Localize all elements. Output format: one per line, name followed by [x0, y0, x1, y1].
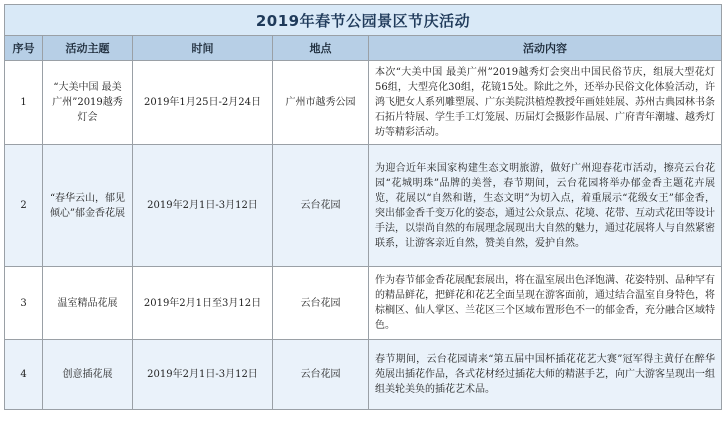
header-no: 序号: [5, 36, 43, 61]
header-place: 地点: [273, 36, 369, 61]
table-row: [5, 61, 722, 145]
cell-theme: “大美中国 最美广州”2019越秀灯会: [43, 61, 133, 145]
events-table: [4, 4, 722, 410]
cell-time: 2019年1月25日-2月24日: [133, 61, 273, 145]
header-time: 时间: [133, 36, 273, 61]
cell-theme: 创意插花展: [43, 340, 133, 410]
cell-content: 本次“大美中国 最美广州”2019越秀灯会突出中国民俗节庆，组展大型花灯56组，大型亮化30组，花镜15处。除此之外，还举办民俗文化体验活动，许鸿飞肥女人系列雕塑展、广东美院洪植煌教授年画娃娃展、苏州古典园林书条石拓片特展、学生手工灯笼展、历届灯会摄影作品展、广府青年潮墟、越秀灯坊等精彩活动。: [369, 61, 722, 145]
cell-place: 云台花园: [273, 145, 369, 267]
cell-content: 作为春节郁金香花展配套展出，将在温室展出色泽饱满、花姿特别、品种罕有的精品鲜花，把鲜花和花艺全面呈现在游客面前，通过结合温室自身特色，将棕榈区、仙人掌区、兰花区三个区域布置形色不一的郁金香，充分融合区域特色。: [369, 267, 722, 340]
table-row: [5, 145, 722, 267]
cell-no: 4: [5, 340, 43, 410]
header-row: [5, 36, 722, 61]
table-row: [5, 267, 722, 340]
cell-content: 春节期间，云台花园请来“第五届中国杯插花花艺大赛”冠军得主黄仔在醉华苑展出插花作品，各式花材经过插花大师的精湛手艺，向广大游客呈现出一组组美轮美奂的插花艺术品。: [369, 340, 722, 410]
cell-place: 云台花园: [273, 340, 369, 410]
header-content: 活动内容: [369, 36, 722, 61]
table-row: [5, 340, 722, 410]
cell-time: 2019年2月1日至3月12日: [133, 267, 273, 340]
table-title: 2019年春节公园景区节庆活动: [5, 5, 722, 36]
cell-no: 3: [5, 267, 43, 340]
header-theme: 活动主题: [43, 36, 133, 61]
cell-place: 广州市越秀公园: [273, 61, 369, 145]
cell-time: 2019年2月1日-3月12日: [133, 145, 273, 267]
cell-time: 2019年2月1日-3月12日: [133, 340, 273, 410]
cell-no: 1: [5, 61, 43, 145]
cell-theme: 温室精品花展: [43, 267, 133, 340]
cell-content: 为迎合近年来国家构建生态文明旅游，做好广州迎春花市活动，擦亮云台花园“花城明珠”品牌的美誉，春节期间，云台花园将举办郁金香主题花卉展览，花展以“自然和谐，生态文明”为切入点，着重展示“花级女王”郁金香，突出郁金香千变万化的姿态，通过公众景点、花境、花带、互动式花田等设计手法，以崇尚自然的布展理念展现出大自然的魅力，通过花展将人与自然紧密联系，让游客亲近自然，赞美自然，爱护自然。: [369, 145, 722, 267]
cell-place: 云台花园: [273, 267, 369, 340]
cell-theme: “春华云山，郁见倾心”郁金香花展: [43, 145, 133, 267]
cell-no: 2: [5, 145, 43, 267]
